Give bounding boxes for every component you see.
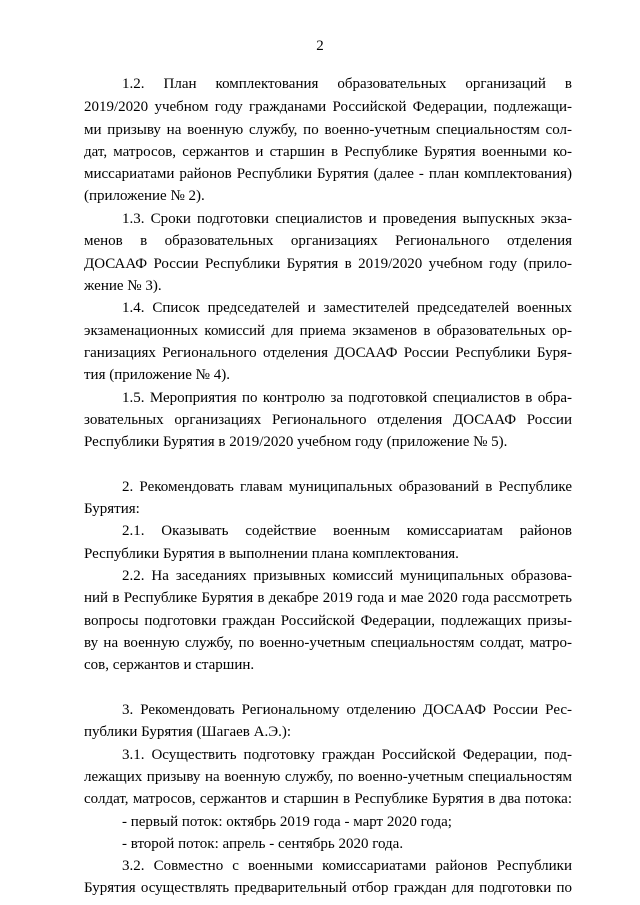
text-line: 2.2. На заседаниях призывных комиссий муниципальных образова- xyxy=(122,568,572,584)
text-line: лежащих призыву на военную службу, по военно-учетным специальностям xyxy=(84,769,572,785)
text-line: ний в Республике Бурятия в декабре 2019 года и мае 2020 года рассмотреть xyxy=(84,590,572,606)
text-line: ву на военную службу, по военно-учетным специальностям солдат, матро- xyxy=(84,635,572,651)
text-line: 1.5. Мероприятия по контролю за подготовкой специалистов в обра- xyxy=(122,390,572,406)
text-line: миссариатами районов Республики Бурятия (далее - план комплектования) xyxy=(84,166,572,182)
text-line: 2.1. Оказывать содействие военным комиссариатам районов xyxy=(122,523,572,539)
text-line: солдат, матросов, сержантов и старшин в Республике Бурятия в два потока: xyxy=(84,791,572,807)
text-line: ми призыву на военную службу, по военно-учетным специальностям сол- xyxy=(84,122,572,138)
text-line: 3.2. Совместно с военными комиссариатами районов Республики xyxy=(122,858,572,874)
text-line: сов, сержантов и старшин. xyxy=(84,657,255,673)
text-line: публики Бурятия (Шагаев А.Э.): xyxy=(84,724,292,740)
text-line: жение № 3). xyxy=(84,278,162,294)
text-line: вопросы подготовки граждан Российской Федерации, подлежащих призы- xyxy=(84,613,572,629)
text-line: Республики Бурятия в 2019/2020 учебном году (приложение № 5). xyxy=(84,434,508,450)
text-line: 1.3. Сроки подготовки специалистов и проведения выпускных экза- xyxy=(122,211,572,227)
page-number: 2 xyxy=(316,38,324,54)
text-line: 2. Рекомендовать главам муниципальных образований в Республике xyxy=(122,479,572,495)
text-line: ДОСААФ России Республики Бурятия в 2019/2020 учебном году (прило- xyxy=(84,256,572,272)
text-line: ганизациях Регионального отделения ДОСААФ России Республики Буря- xyxy=(84,345,572,361)
text-line: 1.4. Список председателей и заместителей председателей военных xyxy=(122,300,572,316)
text-line: Республики Бурятия в выполнении плана комплектования. xyxy=(84,546,459,562)
text-line: 3. Рекомендовать Региональному отделению ДОСААФ России Рес- xyxy=(122,702,572,718)
text-line: - первый поток: октябрь 2019 года - март 2020 года; xyxy=(122,814,452,830)
text-line: (приложение № 2). xyxy=(84,188,205,204)
text-line: зовательных организациях Регионального отделения ДОСААФ России xyxy=(84,412,572,428)
text-line: менов в образовательных организациях Регионального отделения xyxy=(84,233,572,249)
text-line: 2019/2020 учебном году гражданами Российской Федерации, подлежащи- xyxy=(84,99,572,115)
text-line: тия (приложение № 4). xyxy=(84,367,230,383)
text-line: 3.1. Осуществить подготовку граждан Российской Федерации, под- xyxy=(122,747,572,763)
text-line: Бурятия: xyxy=(84,501,140,517)
text-line: 1.2. План комплектования образовательных организаций в xyxy=(122,76,572,92)
text-line: - второй поток: апрель - сентябрь 2020 года. xyxy=(122,836,404,852)
text-line: экзаменационных комиссий для приема экзаменов в образовательных ор- xyxy=(84,323,572,339)
text-line: Бурятия осуществлять предварительный отбор граждан для подготовки по xyxy=(84,880,572,896)
text-line: дат, матросов, сержантов и старшин в Республике Бурятия военными ко- xyxy=(84,144,572,160)
